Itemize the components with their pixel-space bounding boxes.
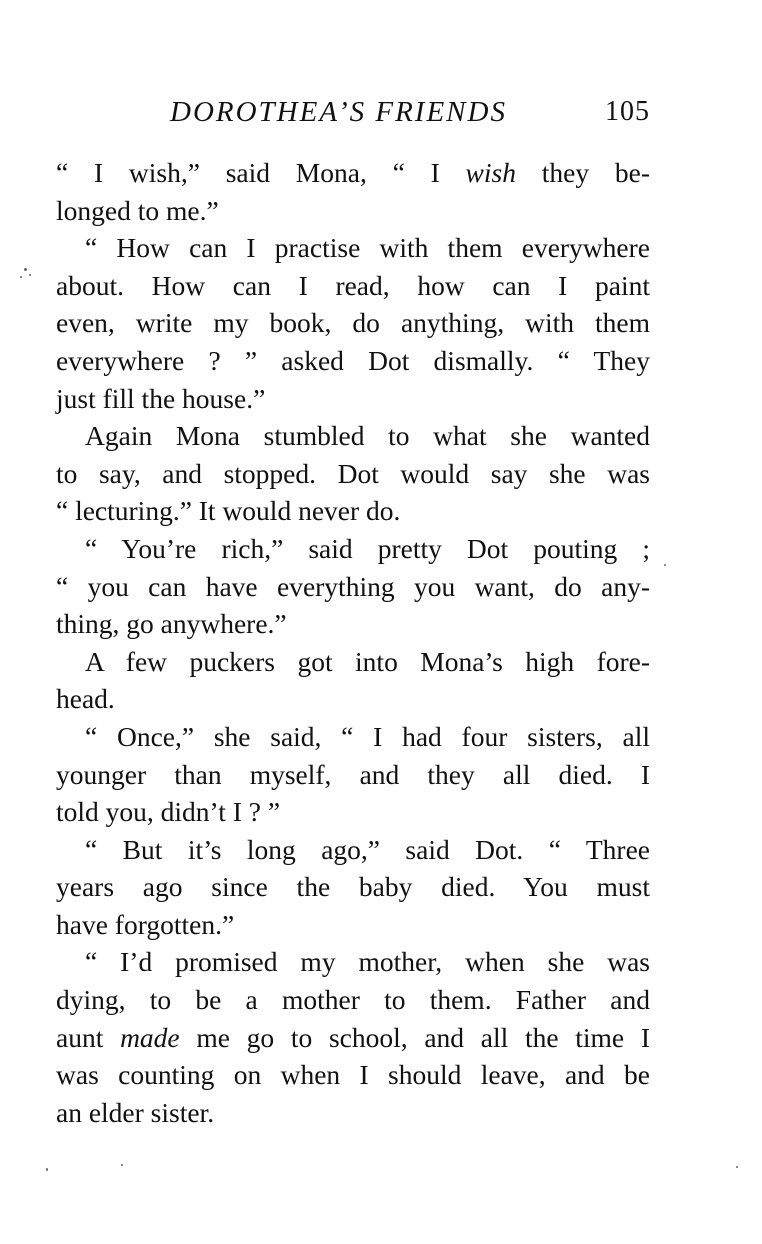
text-line: [56, 417, 650, 455]
text-segment: “ You’re rich,” said pretty Dot pouting ;: [85, 532, 650, 564]
text-segment: was counting on when I should leave, and be: [56, 1059, 650, 1091]
text-segment: even, write my book, do anything, with them: [56, 307, 650, 339]
scan-speck: [24, 268, 27, 271]
text-line: [56, 1056, 650, 1094]
scan-speck: [29, 274, 31, 276]
text-line: [56, 1019, 650, 1057]
text-segment: “ I’d promised my mother, when she was: [85, 946, 650, 978]
text-segment: dying, to be a mother to them. Father and: [56, 984, 650, 1016]
text-segment: told you, didn’t I ? ”: [56, 796, 281, 828]
text-segment: younger than myself, and they all died. I: [56, 758, 650, 790]
text-segment: everywhere ? ” asked Dot dismally. “ They: [56, 344, 650, 376]
text-segment: “ I wish,” said Mona, “ I: [56, 157, 466, 188]
text-line: [56, 530, 650, 568]
text-segment: “ you can have everything you want, do any-: [56, 570, 650, 602]
text-line: [56, 568, 650, 606]
text-segment: have forgotten.”: [56, 908, 235, 940]
text-segment: A few puckers got into Mona’s high fore-: [85, 645, 650, 677]
text-line: [56, 342, 650, 380]
text-line: [56, 267, 650, 305]
text-line: [56, 1094, 650, 1132]
text-line: [56, 756, 650, 794]
running-title: DOROTHEA’S FRIENDS: [170, 96, 507, 128]
text-line: [56, 154, 650, 192]
running-head: [56, 96, 656, 136]
text-line: [56, 380, 650, 418]
text-segment: an elder sister.: [56, 1096, 215, 1128]
text-line: [56, 943, 650, 981]
text-line: [56, 718, 650, 756]
text-segment: “ But it’s long ago,” said Dot. “ Three: [85, 833, 650, 865]
text-line: [56, 680, 650, 718]
italic-word: made: [120, 1021, 180, 1053]
italic-word: wish: [465, 157, 516, 188]
text-segment: “ Once,” she said, “ I had four sisters, all: [85, 720, 650, 752]
text-segment: longed to me.”: [56, 194, 219, 226]
scan-speck: [664, 564, 666, 566]
text-segment: just fill the house.”: [56, 382, 266, 414]
text-line: [56, 192, 650, 230]
text-line: [56, 643, 650, 681]
text-line: [56, 981, 650, 1019]
text-segment: to say, and stopped. Dot would say she was: [56, 457, 650, 489]
text-segment: “ lecturing.” It would never do.: [56, 495, 401, 527]
text-line: [56, 455, 650, 493]
text-segment: Again Mona stumbled to what she wanted: [85, 420, 650, 452]
text-line: [56, 229, 650, 267]
text-segment: aunt: [56, 1021, 121, 1053]
text-segment: head.: [56, 683, 115, 715]
text-segment: “ How can I practise with them everywhere: [85, 232, 650, 264]
scan-speck: [20, 276, 22, 278]
text-line: [56, 868, 650, 906]
text-line: [56, 831, 650, 869]
scan-speck: [121, 1164, 123, 1166]
body-text: [56, 154, 650, 1131]
text-line: [56, 605, 650, 643]
text-segment: me go to school, and all the time I: [179, 1021, 650, 1053]
text-line: [56, 304, 650, 342]
page-number: 105: [605, 96, 650, 127]
scan-speck: [736, 1166, 738, 1168]
text-segment: they be-: [515, 157, 650, 188]
text-line: [56, 492, 650, 530]
text-segment: thing, go anywhere.”: [56, 608, 287, 640]
text-segment: years ago since the baby died. You must: [56, 871, 650, 903]
scan-speck: [46, 1168, 48, 1171]
text-line: [56, 906, 650, 944]
text-segment: about. How can I read, how can I paint: [56, 269, 650, 301]
text-line: [56, 793, 650, 831]
